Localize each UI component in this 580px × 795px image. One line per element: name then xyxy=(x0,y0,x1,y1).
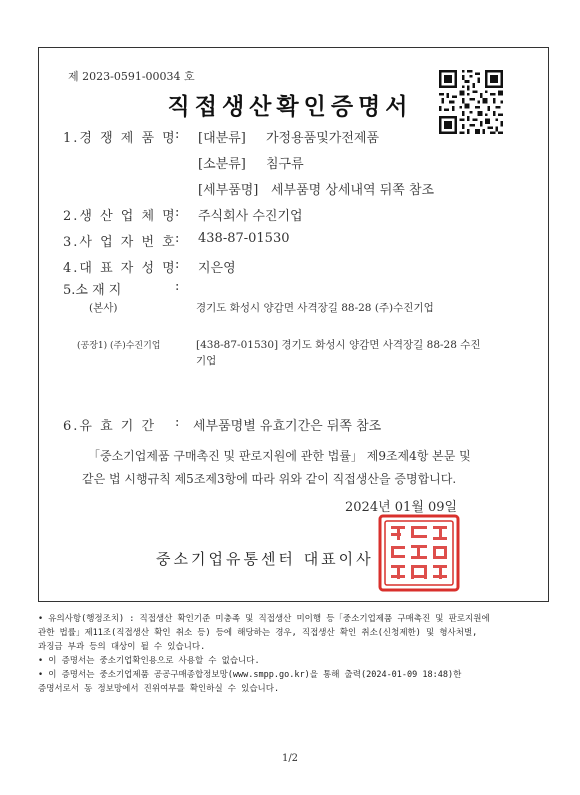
colon: : xyxy=(175,279,180,294)
major-category-tag: [대분류] xyxy=(198,131,246,146)
notes-section xyxy=(38,612,549,696)
factory-label: (공장1) (주)수진기업 xyxy=(77,341,161,351)
note-line: 관한 법률」제11조(직접생산 확인 취소 등) 등에 해당하는 경우, 직접생산 확인 취소(신청제한) 및 형사처벌, xyxy=(38,628,478,638)
factory-address-line1: [438-87-01530] 경기도 화성시 양감면 사격장길 88-28 수진 xyxy=(196,339,481,351)
headquarters-address: 경기도 화성시 양감면 사격장길 88-28 (주)수진기업 xyxy=(196,302,434,314)
minor-category-value: 침구류 xyxy=(266,157,304,172)
colon: : xyxy=(175,257,180,272)
major-category-value: 가정용품및가전제품 xyxy=(266,131,380,146)
note-line: • 유의사항(행정조치) : 직접생산 확인기준 미충족 및 직접생산 미이행 등「중소기업제품 구매촉진 및 판로지원에 xyxy=(38,614,490,624)
issuer-name: 중소기업유통센터 대표이사 xyxy=(156,550,374,568)
bizno-label: 3.사 업 자 번 호 xyxy=(63,235,177,250)
company-label: 2.생 산 업 체 명 xyxy=(63,209,177,224)
colon: : xyxy=(175,205,180,220)
certificate-number: 제 2023-0591-00034 호 xyxy=(68,70,195,83)
page-number: 1/2 xyxy=(281,753,299,764)
colon: : xyxy=(175,231,180,246)
colon: : xyxy=(175,415,180,430)
validity-label: 6.유 효 기 간 xyxy=(63,419,157,434)
validity-value: 세부품명별 유효기간은 뒤쪽 참조 xyxy=(193,419,382,434)
official-seal-icon xyxy=(377,513,461,593)
note-line: 과징금 부과 등의 대상이 될 수 있습니다. xyxy=(38,642,206,652)
headquarters-label: (본사) xyxy=(89,302,118,314)
product-label: 1.경 쟁 제 품 명 xyxy=(63,131,177,146)
detail-item-value: 세부품명 상세내역 뒤쪽 참조 xyxy=(271,183,435,198)
ceo-value: 지은영 xyxy=(198,261,236,276)
detail-item-tag: [세부품명] xyxy=(198,183,259,198)
address-label: 5.소 재 지 xyxy=(63,283,122,298)
ceo-label: 4.대 표 자 성 명 xyxy=(63,261,177,276)
issue-date: 2024년 01월 09일 xyxy=(345,500,458,515)
colon: : xyxy=(175,127,180,142)
bizno-value: 438-87-01530 xyxy=(198,231,290,246)
note-line: • 이 증명서는 중소기업확인용으로 사용할 수 없습니다. xyxy=(38,656,260,666)
note-line: • 이 증명서는 중소기업제품 공공구매종합정보망(www.smpp.go.kr)을 통해 출력(2024-01-09 18:48)한 xyxy=(38,670,462,680)
page-title: 직접생산확인증명서 xyxy=(167,93,413,120)
statement-line-1: 「중소기업제품 구매촉진 및 판로지원에 관한 법률」 제9조제4항 본문 및 xyxy=(88,449,471,463)
minor-category-tag: [소분류] xyxy=(198,157,246,172)
factory-address-line2: 기업 xyxy=(196,355,217,367)
company-value: 주식회사 수진기업 xyxy=(198,209,303,224)
statement-line-2: 같은 법 시행규칙 제5조제3항에 따라 위와 같이 직접생산을 증명합니다. xyxy=(82,472,457,486)
note-line: 증명서로서 동 정보망에서 진위여부를 확인하실 수 있습니다. xyxy=(38,684,280,694)
